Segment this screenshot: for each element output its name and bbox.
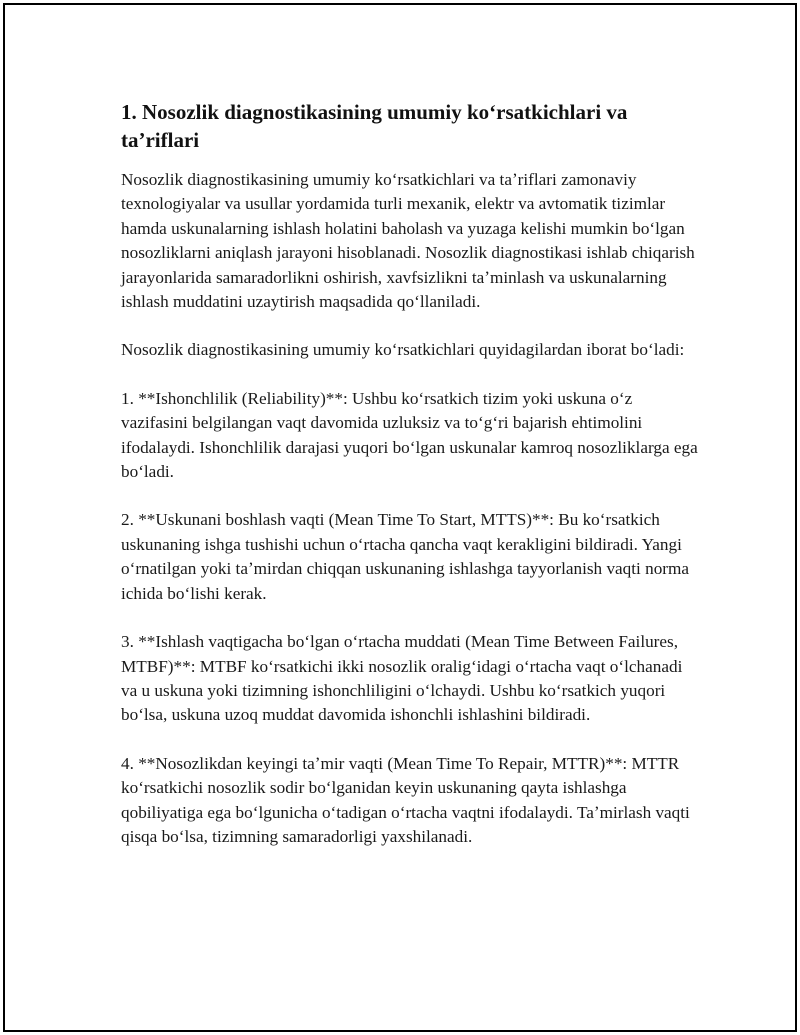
indicators-lead-paragraph: Nosozlik diagnostikasining umumiy koʻrsatkichlari quyidagilardan iborat boʻladi: xyxy=(121,340,685,360)
reliability-paragraph: 1. **Ishonchlilik (Reliability)**: Ushbu koʻrsatkich tizim yoki uskuna oʻz vazifasini belgilangan vaqt davomida uzluksiz va toʻgʻri bajarish ehtimolini ifodalaydi. Ishonchlilik darajasi yuqori boʻlgan uskunalar kamroq nosozliklarga ega boʻladi. xyxy=(121,388,698,482)
intro-paragraph: Nosozlik diagnostikasining umumiy koʻrsatkichlari va taʼriflari zamonaviy texnologiyalar va usullar yordamida turli mexanik, elektr va avtomatik tizimlar hamda uskunalarning ishlash holatini baholash va yuzaga kelishi mumkin boʻlgan nosozliklarni aniqlash jarayoni hisoblanadi. Nosozlik diagnostikasi ishlab chiqarish jarayonlarida samaradorlikni oshirish, xavfsizlikni taʼminlash va uskunalarning ishlash muddatini uzaytirish maqsadida qoʻllaniladi. xyxy=(121,170,695,312)
page-frame xyxy=(3,3,797,1032)
mtts-paragraph: 2. **Uskunani boshlash vaqti (Mean Time To Start, MTTS)**: Bu koʻrsatkich uskunaning ishga tushishi uchun oʻrtacha qancha vaqt kerakligini bildiradi. Yangi oʻrnatilgan yoki taʼmirdan chiqqan uskunaning ishlashga tayyorlanish vaqti norma ichida boʻlishi kerak. xyxy=(121,510,690,603)
mtbf-paragraph: 3. **Ishlash vaqtigacha boʻlgan oʻrtacha muddati (Mean Time Between Failures, MTBF)**: MTBF koʻrsatkichi ikki nosozlik oraligʻidagi oʻrtacha vaqt oʻlchanadi va u uskuna yoki tizimning ishonchliligini oʻlchaydi. Ushbu koʻrsatkich yuqori boʻlsa, uskuna uzoq muddat davomida ishonchli ishlashini bildiradi. xyxy=(121,632,683,725)
mttr-paragraph: 4. **Nosozlikdan keyingi taʼmir vaqti (Mean Time To Repair, MTTR)**: MTTR koʻrsatkichi nosozlik sodir boʻlganidan keyin uskunaning qayta ishlashga qobiliyatiga ega boʻlgunicha oʻtadigan oʻrtacha vaqtni ifodalaydi. Taʼmirlash vaqti qisqa boʻlsa, tizimning samaradorligi yaxshilanadi. xyxy=(121,753,690,846)
section-title: 1. Nosozlik diagnostikasining umumiy koʻrsatkichlari va taʼriflari xyxy=(121,100,628,152)
document-body xyxy=(121,98,701,849)
